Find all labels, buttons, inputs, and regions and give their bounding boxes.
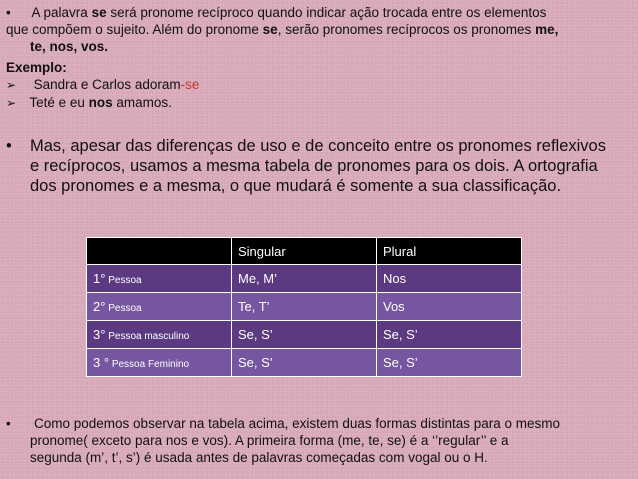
singular-cell: Te, T’ xyxy=(232,293,377,321)
table-row xyxy=(87,349,522,377)
bullet-icon: • xyxy=(6,5,11,20)
singular-cell: Me, M’ xyxy=(232,265,377,293)
singular-cell: Se, S’ xyxy=(232,321,377,349)
arrow-icon: ➢ xyxy=(6,78,17,92)
table-row xyxy=(87,321,522,349)
table-header-row xyxy=(87,238,522,265)
paragraph-reciprocal: • A palavra se será pronome recíproco quando indicar ação trocada entre os elementos que compõem o sujeito. Além do pronome se, serão pronomes recíprocos os pronomes me, te, nos, vos. xyxy=(6,5,559,54)
paragraph-observation: • Como podemos observar na tabela acima, existem duas formas distintas para o mesmo pronome( exceto para nos e vos). A primeira forma (me, te, se) é a ‘’regular’’ e a segunda (m’, t’, s’) é usada antes de palavras começadas com vogal ou o H. xyxy=(6,416,560,465)
plural-cell: Se, S’ xyxy=(377,349,522,377)
bullet-icon: • xyxy=(6,137,12,155)
arrow-icon: ➢ xyxy=(6,96,17,110)
plural-cell: Se, S’ xyxy=(377,321,522,349)
singular-cell: Se, S’ xyxy=(232,349,377,377)
pronoun-table xyxy=(86,237,522,377)
person-cell: 2° Pessoa xyxy=(87,293,232,321)
person-cell: 1° Pessoa xyxy=(87,265,232,293)
person-cell: 3° Pessoa masculino xyxy=(87,321,232,349)
example-block: Exemplo: ➢ Sandra e Carlos adoram-se ➢ Teté e eu nos amamos. xyxy=(6,60,200,110)
example-title: Exemplo: xyxy=(6,60,67,75)
table-row xyxy=(87,293,522,321)
table-row xyxy=(87,265,522,293)
plural-cell: Nos xyxy=(377,265,522,293)
person-cell: 3 ° Pessoa Feminino xyxy=(87,349,232,377)
bullet-icon: • xyxy=(6,416,11,431)
table-header-cell: Singular xyxy=(232,238,377,265)
plural-cell: Vos xyxy=(377,293,522,321)
table-header-cell xyxy=(87,238,232,265)
table-header-cell: Plural xyxy=(377,238,522,265)
paragraph-comparison: • Mas, apesar das diferenças de uso e de conceito entre os pronomes reflexivos e recíprocos, usamos a mesma tabela de pronomes para os dois. A ortografia dos pronomes e a mesma, o que mudará é somente a sua classificação. xyxy=(6,137,606,195)
